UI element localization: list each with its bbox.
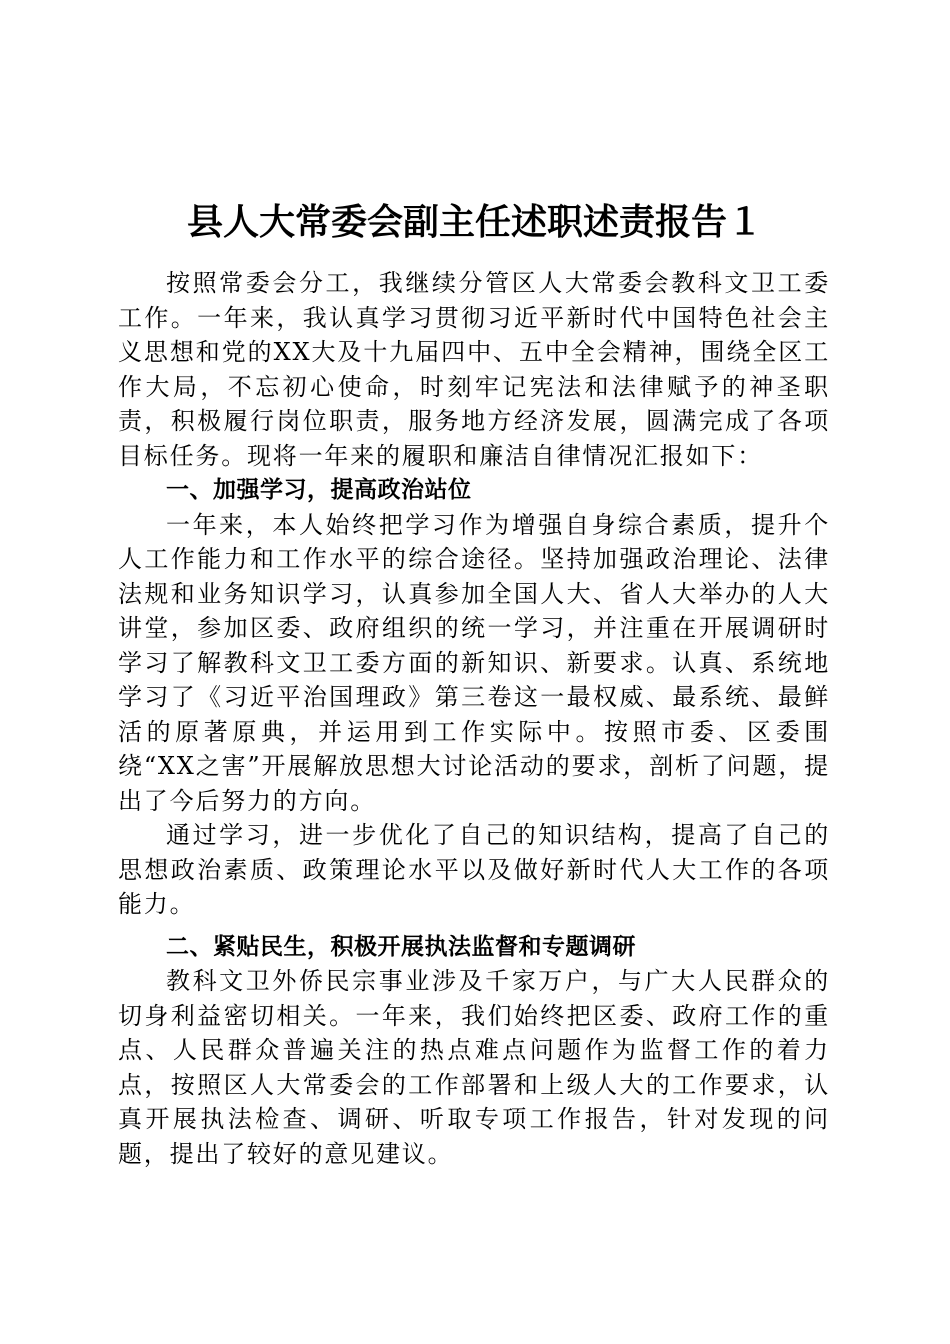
section-spacer (118, 922, 830, 930)
section-heading-1: 一、加强学习，提高政治站位 (166, 477, 472, 503)
document-title: 县人大常委会副主任述职述责报告１ (186, 201, 763, 243)
section-heading-2: 二、紧贴民生，积极开展执法监督和专题调研 (166, 933, 636, 960)
study-paragraph: 一年来，本人始终把学习作为增强自身综合素质，提升个人工作能力和工作水平的综合途径。坚持加强政治理论、法律法规和业务知识学习，认真参加全国人大、省人大举办的人大讲堂，参加区委、政府组织的统一学习，并注重在开展调研时学习了解教科文卫工委方面的新知识、新要求。认真、系统地学习了《习近平治国理政》第三卷这一最权威、最系统、最鲜活的原著原典，并运用到工作实际中。按照市委、区委围绕“XX之害”开展解放思想大讨论活动的要求，剖析了问题，提出了今后努力的方向。 (118, 510, 830, 815)
study-result-paragraph: 通过学习，进一步优化了自己的知识结构，提高了自己的思想政治素质、政策理论水平以及做好新时代人大工作的各项能力。 (118, 821, 830, 918)
intro-paragraph: 按照常委会分工，我继续分管区人大常委会教科文卫工委工作。一年来，我认真学习贯彻习近平新时代中国特色社会主义思想和党的XX大及十九届四中、五中全会精神，围绕全区工作大局，不忘初心使命，时刻牢记宪法和法律赋予的神圣职责，积极履行岗位职责，服务地方经济发展，圆满完成了各项目标任务。现将一年来的履职和廉洁自律情况汇报如下： (118, 269, 830, 470)
document-body (118, 266, 830, 1171)
supervision-paragraph: 教科文卫外侨民宗事业涉及千家万户，与广大人民群众的切身利益密切相关。一年来，我们始终把区委、政府工作的重点、人民群众普遍关注的热点难点问题作为监督工作的着力点，按照区人大常委会的工作部署和上级人大的工作要求，认真开展执法检查、调研、听取专项工作报告，针对发现的问题，提出了较好的意见建议。 (118, 967, 830, 1168)
